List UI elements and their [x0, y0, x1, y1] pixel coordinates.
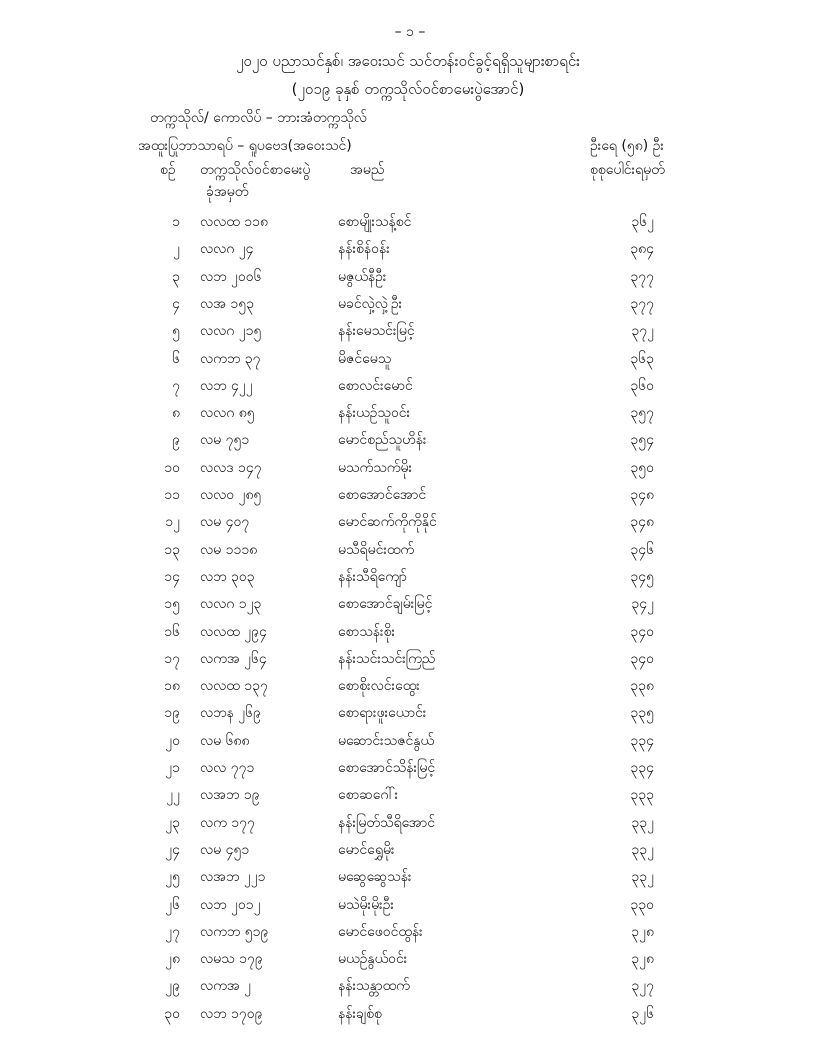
table-row	[0, 430, 816, 458]
subject-line: အထူးပြုဘာသာရပ် – ရူပဗေဒ(အဝေးသင်)	[138, 138, 352, 154]
row-exam-code: လလဝ ၂၈၅	[200, 487, 262, 503]
table-row	[0, 321, 816, 349]
table-row	[0, 512, 816, 540]
row-serial: ၂၀	[165, 732, 180, 749]
row-serial: ၁၅	[164, 596, 180, 613]
row-serial: ၆	[172, 350, 180, 367]
row-exam-code: လလထ ၂၉၄	[200, 623, 267, 640]
row-serial: ၁၉	[164, 705, 180, 722]
page-number: – ၁ –	[394, 24, 426, 40]
row-name: နန်းသန္တာထက်	[338, 978, 410, 995]
row-exam-code: လမ ၇၅၁	[200, 432, 250, 449]
row-exam-code: လဘန ၂၆၉	[200, 705, 261, 722]
table-row	[0, 731, 816, 759]
row-serial: ၁၃	[164, 541, 180, 558]
header-score: စုစုပေါင်းရမှတ်	[590, 162, 665, 178]
row-exam-code: လအ ၁၅၃	[200, 295, 255, 312]
table-row	[0, 867, 816, 895]
row-exam-code: လမ ၆၈၈	[200, 732, 250, 749]
row-score: ၃၄၆	[630, 541, 654, 558]
table-row	[0, 758, 816, 786]
row-name: နန်းယဉ်သူဝင်း	[338, 405, 411, 422]
row-score: ၃၄၀	[630, 650, 654, 667]
row-name: နန်းစိန်ဝန်း	[338, 241, 390, 258]
row-exam-code: လဘ ၂၀၀၆	[200, 268, 262, 285]
row-name: စောအောင်ချမ်းမြင့်	[338, 596, 433, 613]
table-row	[0, 649, 816, 677]
row-name: စောအောင်သိန်းမြင့်	[338, 760, 436, 776]
row-exam-code: လမ ၁၁၁၈	[200, 541, 258, 558]
row-serial: ၁	[172, 214, 180, 230]
table-row	[0, 1004, 816, 1032]
row-name: မဇွယ်နီဦး	[338, 268, 387, 285]
row-name: မိဇင်မေသူ	[338, 350, 392, 367]
row-exam-code: လကဘ ၅၁၉	[200, 923, 269, 940]
row-score: ၃၂၆	[631, 1005, 654, 1022]
table-row	[0, 785, 816, 813]
row-name: စောမျိုးသန့်စင်	[338, 214, 412, 230]
row-score: ၃၄၀	[630, 623, 654, 640]
table-row	[0, 703, 816, 731]
row-score: ၃၂၈	[631, 951, 654, 968]
row-name: စောဆဂေါ်း	[338, 787, 399, 804]
row-exam-code: လဘ ၁၇၀၉	[200, 1005, 263, 1022]
row-exam-code: လလဂ ၂၁၅	[200, 323, 262, 340]
row-score: ၃၂၈	[631, 923, 654, 940]
table-row	[0, 485, 816, 513]
university-line: တက္ကသိုလ်/ ကောလိပ် – ဘားအံတက္ကသိုလ်	[150, 110, 367, 126]
document-subtitle: (၂၀၁၉ ခုနှစ် တက္ကသိုလ်ဝင်စာမေးပွဲအောင်)	[291, 80, 525, 98]
row-name: မသက်သက်မိုး	[338, 459, 413, 476]
row-score: ၃၅၇	[630, 405, 654, 422]
row-serial: ၂၇	[165, 923, 180, 940]
row-name: စောလင်းမောင်	[338, 377, 413, 394]
row-name: စောသန်းစိုး	[338, 623, 395, 640]
table-row	[0, 403, 816, 431]
row-exam-code: လလ ၇၇၁	[200, 760, 255, 776]
row-exam-code: လအဘ ၁၉	[200, 787, 260, 804]
row-score: ၃၃၂	[631, 841, 654, 858]
row-score: ၃၄၈	[630, 514, 654, 531]
header-name: အမည်	[350, 162, 385, 178]
row-score: ၃၈၄	[630, 241, 654, 258]
header-exam-no-line2: ခုံအမှတ်	[206, 184, 249, 200]
row-name: နန်းမြတ်သီရိအောင်	[338, 814, 436, 831]
table-row	[0, 813, 816, 841]
document-title: ၂၀၂၀ ပညာသင်နှစ်၊ အဝေးသင် သင်တန်းဝင်ခွင့်ရရှိသူများစာရင်း	[236, 52, 580, 70]
table-row	[0, 349, 816, 377]
row-score: ၃၄၈	[630, 487, 654, 503]
row-score: ၃၃၈	[630, 678, 654, 695]
row-exam-code: လက ၁၇၇	[200, 814, 255, 831]
row-exam-code: လအဘ ၂၂၁	[200, 869, 266, 886]
row-exam-code: လလထ ၁၁၈	[200, 214, 268, 230]
table-row	[0, 376, 816, 404]
row-serial: ၃	[172, 268, 180, 285]
row-serial: ၂၅	[165, 869, 180, 886]
row-serial: ၂၄	[165, 841, 180, 858]
row-exam-code: လဘ ၂၀၁၂	[200, 896, 261, 913]
row-score: ၃၃၄	[630, 732, 654, 749]
table-row	[0, 676, 816, 704]
row-serial: ၃၀	[164, 1005, 180, 1022]
row-name: စောစိုးလင်းထွေး	[338, 678, 420, 695]
row-score: ၃၃၀	[630, 896, 654, 913]
row-name: စောရားဖူးယောင်း	[338, 705, 427, 722]
row-name: နန်းသင်းသင်းကြည်	[338, 650, 436, 667]
row-exam-code: လလဒ ၁၄၇	[200, 459, 262, 476]
row-score: ၃၃၅	[630, 705, 654, 722]
row-serial: ၂၆	[165, 896, 180, 913]
row-name: မောင်ဆက်ကိုကိုနိုင်	[338, 514, 437, 531]
row-score: ၃၃၄	[630, 760, 654, 776]
row-exam-code: လကဘ ၃၇	[200, 350, 261, 367]
row-serial: ၂	[173, 241, 180, 258]
row-name: မောင်ဖေဝင်ထွန်း	[338, 923, 423, 940]
row-name: မသဲမိုးမိုးဦး	[338, 896, 394, 913]
table-row	[0, 594, 816, 622]
row-serial: ၂၃	[165, 814, 180, 831]
row-score: ၃၃၃	[630, 787, 654, 804]
row-serial: ၁၈	[164, 678, 180, 695]
row-serial: ၁၀	[164, 459, 180, 476]
row-serial: ၂၈	[165, 951, 180, 968]
row-serial: ၉	[172, 432, 180, 449]
row-name: မဆွေဆွေသန်း	[338, 869, 412, 886]
row-exam-code: လဘ ၃၀၃	[200, 568, 255, 585]
row-exam-code: လမသ ၁၇၉	[200, 951, 263, 968]
row-name: နန်းသီရိကျော်	[338, 568, 407, 585]
table-row	[0, 840, 816, 868]
row-serial: ၁၆	[164, 623, 180, 640]
row-score: ၃၃၂	[631, 869, 654, 886]
header-exam-no: တက္ကသိုလ်ဝင်စာမေးပွဲ	[200, 162, 311, 178]
row-score: ၃၇၇	[630, 295, 654, 312]
row-serial: ၂၁	[165, 760, 180, 776]
row-exam-code: လလဂ ၈၅	[200, 405, 255, 422]
table-row	[0, 895, 816, 923]
row-serial: ၅	[172, 323, 180, 340]
row-name: မဆောင်းသဇင်နွယ်	[338, 732, 435, 749]
header-sr: စဉ်	[160, 162, 176, 178]
row-serial: ၁၂	[165, 514, 180, 531]
table-row	[0, 622, 816, 650]
table-row	[0, 567, 816, 595]
row-exam-code: လလဂ ၁၂၃	[200, 596, 262, 613]
row-serial: ၂၉	[165, 978, 180, 995]
row-exam-code: လလထ ၁၃၇	[200, 678, 268, 695]
row-score: ၃၆၃	[630, 350, 654, 367]
row-serial: ၂၂	[166, 787, 180, 804]
row-name: မခင်လှဲ့လှဲ့ဦး	[338, 295, 403, 312]
row-serial: ၇	[172, 377, 180, 394]
row-serial: ၈	[172, 405, 180, 422]
row-name: နန်းမေသင်းမြင့်	[338, 323, 415, 340]
table-row	[0, 212, 816, 240]
row-score: ၃၂၇	[631, 978, 654, 995]
table-row	[0, 540, 816, 568]
row-score: ၃၇၇	[630, 268, 654, 285]
table-row	[0, 294, 816, 322]
row-serial: ၁၇	[164, 650, 180, 667]
table-row	[0, 949, 816, 977]
row-name: မောင်ရွှေမိုး	[338, 841, 395, 858]
row-exam-code: လလဂ ၂၄	[200, 241, 254, 258]
row-serial: ၁၁	[164, 487, 180, 503]
row-serial: ၁၄	[164, 568, 180, 585]
count-line: ဦးရေ (၅၈) ဦး	[590, 138, 664, 154]
row-score: ၃၇၂	[631, 323, 654, 340]
row-exam-code: လကအ ၂	[200, 978, 252, 995]
row-score: ၃၅၄	[630, 432, 654, 449]
table-row	[0, 267, 816, 295]
row-exam-code: လမ ၄၀၇	[200, 514, 250, 531]
row-exam-code: လကအ ၂၆၄	[200, 650, 267, 667]
row-name: မယဉ်နွယ်ဝင်း	[338, 951, 408, 968]
row-name: မောင်စည်သူဟိန်း	[338, 432, 427, 449]
table-row	[0, 458, 816, 486]
row-score: ၃၄၂	[631, 596, 654, 613]
row-score: ၃၆၂	[631, 214, 654, 230]
row-name: နန်းချစ်စု	[338, 1005, 382, 1022]
row-exam-code: လဘ ၄၂၂	[200, 377, 253, 394]
row-exam-code: လမ ၄၅၁	[200, 841, 250, 858]
row-name: မသီရိမင်းထက်	[338, 541, 415, 558]
table-row	[0, 976, 816, 1004]
row-score: ၃၄၅	[630, 568, 654, 585]
row-name: စောအောင်အောင်	[338, 487, 427, 503]
row-serial: ၄	[172, 295, 180, 312]
row-score: ၃၃၂	[631, 814, 654, 831]
row-score: ၃၅၀	[630, 459, 654, 476]
table-row	[0, 922, 816, 950]
row-score: ၃၆၀	[630, 377, 654, 394]
table-row	[0, 239, 816, 267]
